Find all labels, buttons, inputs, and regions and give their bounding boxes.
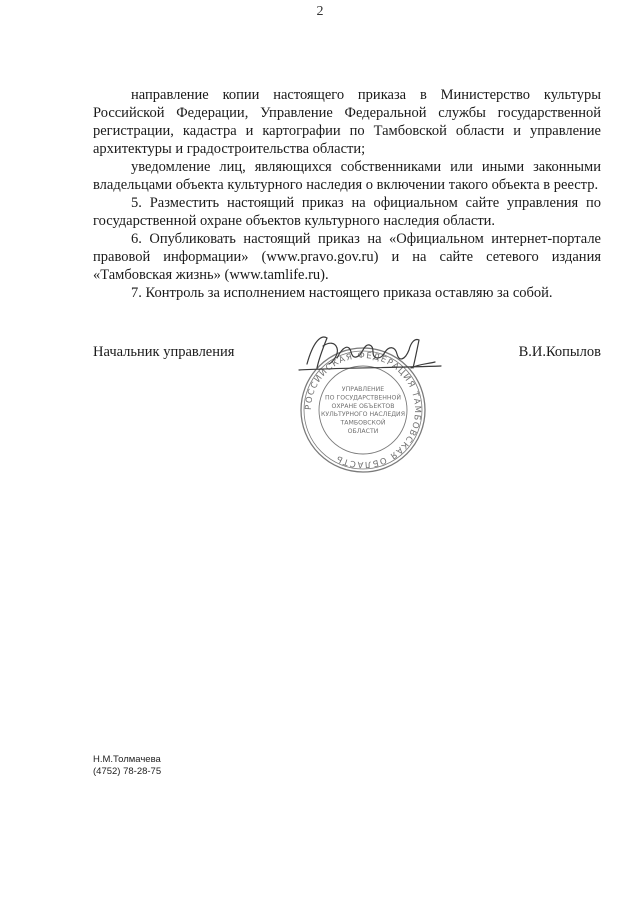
- page-number: 2: [316, 4, 324, 19]
- seal-center-line: ОХРАНЕ ОБЪЕКТОВ: [331, 402, 395, 410]
- seal-center-line: УПРАВЛЕНИЕ: [341, 386, 385, 393]
- paragraph-item-7: 7. Контроль за исполнением настоящего приказа оставляю за собой.: [131, 285, 553, 301]
- seal-center-line: ОБЛАСТИ: [347, 428, 379, 435]
- seal-center-line: КУЛЬТУРНОГО НАСЛЕДИЯ: [320, 411, 406, 419]
- seal-center-text: [321, 386, 405, 435]
- paragraph-item-6: 6. Опубликовать настоящий приказ на «Официальном интернет-портале правовой информации» (www.pravo.gov.ru) и на сайте сетевого издания «Тамбовская жизнь» (www.tamlife.ru).: [93, 231, 601, 283]
- document-body: [93, 86, 601, 302]
- handwritten-signature: [293, 324, 453, 384]
- signature-block: [93, 340, 601, 480]
- seal-center-line: ТАМБОВСКОЙ: [340, 419, 386, 427]
- paragraph-item-5: 5. Разместить настоящий приказ на официальном сайте управления по государственной охране объектов культурного наследия области.: [93, 195, 601, 229]
- paragraph-owner-notification: уведомление лиц, являющихся собственниками или иными законными владельцами объекта культурного наследия о включении такого объекта в реестр.: [93, 159, 601, 193]
- executor-info: [93, 754, 161, 778]
- seal-ring-text: РОССИЙСКАЯ ФЕДЕРАЦИЯ ТАМБОВСКАЯ ОБЛАСТЬ: [303, 350, 423, 470]
- seal-center-line: ПО ГОСУДАРСТВЕННОЙ: [324, 394, 402, 402]
- executor-name: Н.М.Толмачева: [93, 754, 161, 765]
- signer-position: Начальник управления: [93, 344, 235, 360]
- signer-name: В.И.Копылов: [518, 344, 601, 360]
- executor-phone: (4752) 78-28-75: [93, 766, 162, 777]
- paragraph-copy-distribution: направление копии настоящего приказа в Министерство культуры Российской Федерации, Управление Федеральной службы государственной регистрации, кадастра и картографии по Тамбовской области и управление архитектуры и градостроительства области;: [93, 87, 601, 157]
